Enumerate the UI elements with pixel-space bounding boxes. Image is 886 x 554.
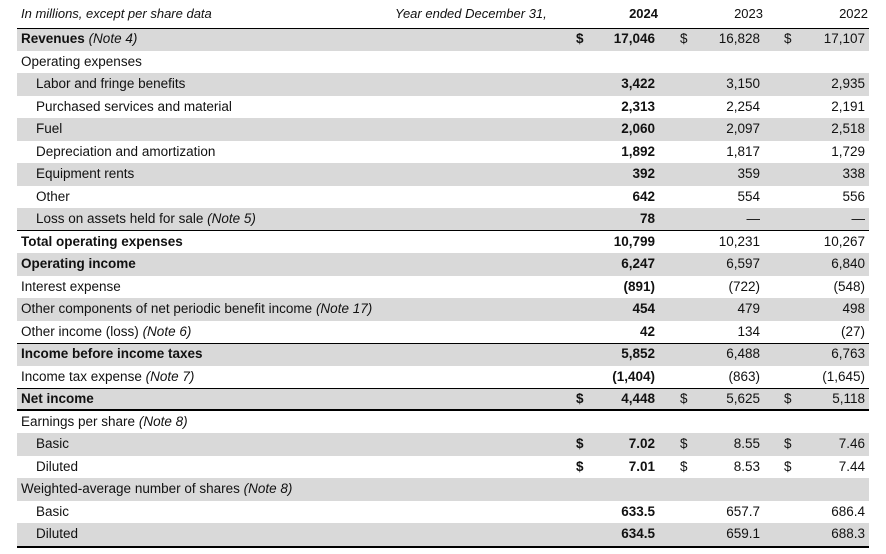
value-2024: 2,060 [621,121,655,136]
value-2022: 6,763 [831,346,865,361]
value-2023: 479 [737,301,760,316]
note-reference: (Note 4) [88,31,138,46]
currency-symbol: $ [680,391,688,406]
row-label-text: Operating income [21,256,136,271]
value-2022: (548) [833,278,865,294]
value-2022: 688.3 [831,526,865,541]
value-2022: — [851,211,865,226]
row-label [21,231,183,254]
value-2022: 2,935 [831,76,865,91]
table-row [17,96,869,119]
row-label-text: Revenues [21,31,85,46]
row-label [21,298,372,321]
value-2022: 686.4 [831,503,865,519]
table-row [17,231,869,254]
value-2024: 392 [632,166,655,181]
row-label-text: Fuel [36,121,63,136]
row-label [36,96,232,119]
row-label [36,186,70,209]
note-reference: (Note 8) [138,413,188,429]
row-label-text: Other income (loss) [21,323,139,339]
note-reference: (Note 5) [207,211,256,226]
row-label [36,73,185,96]
value-2023: 2,254 [726,98,760,114]
table-row [17,501,869,524]
value-2022: 556 [842,188,865,204]
value-2024: 642 [632,188,655,204]
table-row [17,298,869,321]
year-2024: 2024 [629,6,658,21]
row-label-text: Equipment rents [36,166,135,181]
row-label [36,523,78,546]
row-label [36,501,69,524]
value-2023: 5,625 [726,391,760,406]
currency-symbol: $ [576,391,584,406]
row-label [21,28,137,51]
table-row [17,51,869,74]
currency-symbol: $ [784,458,792,474]
value-2024: 7.02 [628,436,655,451]
table-row [17,366,869,389]
row-label-text: Loss on assets held for sale [36,211,204,226]
value-2022: 498 [842,301,865,316]
value-2023: (863) [728,368,760,384]
value-2022: (27) [840,323,865,339]
value-2024: 633.5 [621,503,655,519]
table-row [17,28,869,51]
table-row [17,208,869,231]
row-label [21,343,203,366]
row-label [21,478,292,501]
value-2024: 78 [639,211,655,226]
value-2024: 5,852 [621,346,655,361]
value-2023: 8.53 [733,458,760,474]
note-reference: (Note 8) [243,481,293,496]
value-2023: 2,097 [726,121,760,136]
value-2022: 7.44 [838,458,865,474]
value-2022: 7.46 [838,436,865,451]
value-2024: 42 [639,323,655,339]
table-row [17,456,869,479]
value-2023: 359 [737,166,760,181]
divider-line [17,409,869,411]
value-2023: 659.1 [726,526,760,541]
row-label-text: Interest expense [21,278,121,294]
row-label-text: Basic [36,436,70,451]
row-label [21,51,142,74]
row-label [36,456,78,479]
value-2024: 454 [632,301,655,316]
row-label-text: Weighted-average number of shares [21,481,240,496]
table-row [17,73,869,96]
divider-line [17,546,869,548]
value-2023: 8.55 [733,436,760,451]
row-label [36,433,69,456]
currency-symbol: $ [680,436,688,451]
divider-line [17,343,869,344]
currency-symbol: $ [576,436,584,451]
value-2022: 6,840 [831,256,865,271]
note-reference: (Note 7) [145,368,195,384]
table-row [17,523,869,546]
value-2023: 10,231 [718,233,760,249]
value-2023: 1,817 [726,143,760,159]
value-2024: 1,892 [621,143,655,159]
value-2023: 6,597 [726,256,760,271]
table-row [17,186,869,209]
table-row [17,118,869,141]
table-row [17,163,869,186]
row-label-text: Earnings per share [21,413,136,429]
table-row [17,276,869,299]
row-label-text: Diluted [36,526,79,541]
divider-line [17,230,869,231]
row-label-text: Total operating expenses [21,233,183,249]
value-2023: 554 [737,188,760,204]
value-2024: 2,313 [621,98,655,114]
value-2024: (1,404) [612,368,655,384]
currency-symbol: $ [576,458,584,474]
row-label-text: Operating expenses [21,53,142,69]
row-label [21,253,136,276]
row-label-text: Labor and fringe benefits [36,76,186,91]
value-2022: 2,191 [831,98,865,114]
row-label-text: Depreciation and amortization [36,143,216,159]
currency-symbol: $ [784,31,792,46]
row-label [21,276,121,299]
value-2022: 5,118 [832,391,865,406]
row-label-text: Purchased services and material [36,98,232,114]
period-label: Year ended December 31, [395,6,547,21]
value-2024: 10,799 [613,233,655,249]
table-row [17,388,869,411]
table-row [17,433,869,456]
statement-header [0,0,886,28]
value-2023: 6,488 [726,346,760,361]
table-row [17,141,869,164]
value-2024: (891) [623,278,655,294]
value-2024: 4,448 [621,391,655,406]
row-label [36,163,134,186]
value-2022: 17,107 [823,31,865,46]
row-label [36,141,215,164]
currency-symbol: $ [784,436,792,451]
value-2022: (1,645) [822,368,865,384]
row-label-text: Other components of net periodic benefit income [21,301,313,316]
row-label-text: Diluted [36,458,79,474]
currency-symbol: $ [680,458,688,474]
value-2023: (722) [728,278,760,294]
row-label [36,118,62,141]
table-row [17,411,869,434]
currency-symbol: $ [576,31,584,46]
row-label [36,208,256,231]
row-label-text: Basic [36,503,70,519]
value-2022: 10,267 [823,233,865,249]
year-2022: 2022 [839,6,868,21]
value-2023: 134 [737,323,760,339]
row-label [21,388,94,411]
currency-symbol: $ [784,391,792,406]
value-2023: 3,150 [726,76,760,91]
table-row [17,253,869,276]
row-label-text: Net income [21,391,94,406]
value-2023: 16,828 [718,31,760,46]
row-label [21,411,188,434]
value-2023: — [746,211,760,226]
table-row [17,478,869,501]
row-label [21,366,194,389]
row-label [21,321,191,344]
year-2023: 2023 [734,6,763,21]
note-reference: (Note 17) [315,301,373,316]
value-2024: 17,046 [613,31,655,46]
value-2024: 6,247 [621,256,655,271]
units-note: In millions, except per share data [21,6,212,21]
table-row [17,343,869,366]
value-2023: 657.7 [726,503,760,519]
divider-line [17,28,869,29]
row-label-text: Income before income taxes [21,346,203,361]
value-2024: 7.01 [628,458,655,474]
row-label-text: Other [36,188,70,204]
value-2022: 2,518 [831,121,865,136]
value-2022: 338 [842,166,865,181]
value-2024: 3,422 [621,76,655,91]
note-reference: (Note 6) [142,323,192,339]
currency-symbol: $ [680,31,688,46]
row-label-text: Income tax expense [21,368,142,384]
table-row [17,321,869,344]
value-2022: 1,729 [831,143,865,159]
value-2024: 634.5 [621,526,655,541]
divider-line [17,388,869,389]
